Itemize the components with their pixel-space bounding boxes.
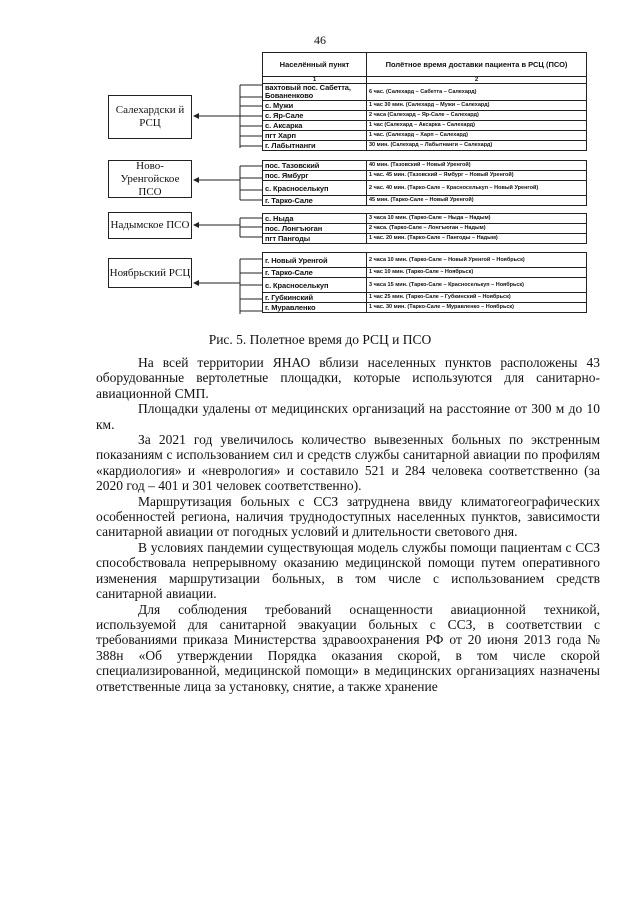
hub-salekhard-label: Салехардски й РСЦ: [115, 104, 185, 129]
noyabrsk-connector: [194, 259, 262, 314]
paragraph: На всей территории ЯНАО вблизи населенных пунктов расположены 43 оборудованные вертолетные площадки, которые используются для санитарно-авиационной СМП.: [96, 355, 600, 401]
table-row-town: с. Аксарка: [263, 121, 367, 131]
hub-novy-urengoy-label: Ново-Уренгойское ПСО: [120, 159, 180, 198]
header-num-2: 2: [367, 77, 587, 84]
figure-caption: Рис. 5. Полетное время до РСЦ и ПСО: [208, 332, 432, 347]
table-row-town: пос. Лонгъюган: [263, 224, 367, 234]
table-row-town: с. Красноселькуп: [263, 181, 367, 196]
table-row-town: г. Губкинский: [263, 293, 367, 303]
table-row-town: с. Ныда: [263, 214, 367, 224]
table-row-time: 2 часа. (Тарко-Сале – Лонгъюган – Надым): [367, 224, 587, 234]
novy-urengoy-connector: [194, 166, 262, 200]
table-novy-urengoy: [262, 160, 587, 206]
header-time: Полётное время доставки пациента в РСЦ (ПСО): [367, 53, 587, 77]
salekhard-connector: [194, 85, 262, 148]
header-num-1: 1: [263, 77, 367, 84]
table-row-town: г. Лабытнанги: [263, 141, 367, 151]
table-row-town: пгт Пангоды: [263, 234, 367, 244]
table-row-time: 40 мин. (Тазовский – Новый Уренгой): [367, 161, 587, 171]
table-noyabrsk: [262, 252, 587, 313]
table-row-town: с. Яр-Сале: [263, 111, 367, 121]
paragraph: За 2021 год увеличилось количество вывезенных больных по экстренным показаниям с использованием сил и средств службы санитарной авиации по профилям «кардиология» и «неврология» и составило 521 и 284 человека соответственно (за 2020 год – 401 и 301 человек соответственно).: [96, 432, 600, 494]
table-row-town: пос. Ямбург: [263, 171, 367, 181]
table-row-time: 1 час. (Салехард – Харп – Салехард): [367, 131, 587, 141]
table-row-time: 1 час 30 мин. (Салехард – Мужи – Салехард): [367, 101, 587, 111]
table-nadym: [262, 213, 587, 244]
table-row-time: 1 час (Салехард – Аксарка – Салехард): [367, 121, 587, 131]
paragraph: Площадки удалены от медицинских организаций на расстояние от 300 м до 10 км.: [96, 401, 600, 432]
paragraph: Для соблюдения требований оснащенности авиационной техникой, используемой для санитарной эвакуации больных с ССЗ, в соответствии с требованиями приказа Министерства здравоохранения РФ от 20 июня 2013 года № 388н «Об утверждении Порядка оказания скорой, в том числе скорой специализированной, медицинской помощи» в медицинских организациях назначены ответственные лица за установку, снятие, а также хранение: [96, 601, 600, 694]
table-row-time: 1 час 10 мин. (Тарко-Сале – Ноябрьск): [367, 268, 587, 278]
table-row-town: пгт Харп: [263, 131, 367, 141]
table-row-town: г. Муравленко: [263, 303, 367, 313]
table-row-time: 6 час. (Салехард – Сабетта – Салехард): [367, 84, 587, 101]
table-salekhard: [262, 52, 587, 151]
table-row-time: 45 мин. (Тарко-Сале – Новый Уренгой): [367, 196, 587, 206]
table-row-town: г. Тарко-Сале: [263, 268, 367, 278]
table-row-time: 30 мин. (Салехард – Лабытнанги – Салехард): [367, 141, 587, 151]
table-row-time: 2 час. 40 мин. (Тарко-Сале – Красноселькуп – Новый Уренгой): [367, 181, 587, 196]
table-row-town: г. Новый Уренгой: [263, 253, 367, 268]
table-row-town: пос. Тазовский: [263, 161, 367, 171]
paragraph: В условиях пандемии существующая модель службы помощи пациентам с ССЗ способствовала непрерывному оказанию медицинской помощи путем оперативного изменения маршрутизации больных, в том числе с использованием средств санитарной авиации.: [96, 539, 600, 602]
table-row-time: 2 часа (Салехард – Яр-Сале – Салехард): [367, 111, 587, 121]
table-row-time: 1 час. 30 мин. (Тарко-Сале – Муравленко – Ноябрьск): [367, 303, 587, 313]
paragraph: Маршрутизация больных с ССЗ затруднена ввиду климатогеографических особенностей региона, наличия труднодоступных населенных пунктов, зависимости санитарной авиации от погодных условий и длительности светового дня.: [96, 493, 600, 540]
table-row-time: 1 час. 45 мин. (Тазовский – Ямбург – Новый Уренгой): [367, 171, 587, 181]
table-row-time: 3 часа 10 мин. (Тарко-Сале – Ныда – Надым): [367, 214, 587, 224]
table-row-time: 1 час 25 мин. (Тарко-Сале – Губкинский – Ноябрьск): [367, 293, 587, 303]
table-row-town: с. Красноселькуп: [263, 278, 367, 293]
body-text: [96, 355, 600, 694]
hub-noyabrsk-label: Ноябрьский РСЦ: [109, 266, 191, 279]
page-number: 46: [314, 33, 326, 47]
table-row-time: 1 час. 20 мин. (Тарко-Сале – Пангоды – Надым): [367, 234, 587, 244]
hub-nadym-label: Надымское ПСО: [110, 219, 190, 231]
table-row-time: 3 часа 15 мин. (Тарко-Сале – Красноселькуп – Ноябрьск): [367, 278, 587, 293]
nadym-connector: [194, 218, 262, 237]
table-row-time: 2 часа 10 мин. (Тарко-Сале – Новый Уренгой – Ноябрьск): [367, 253, 587, 268]
table-row-town: вахтовый пос. Сабетта, Бованенково: [263, 84, 367, 101]
table-row-town: г. Тарко-Сале: [263, 196, 367, 206]
table-row-town: с. Мужи: [263, 101, 367, 111]
header-town: Населённый пункт: [263, 53, 367, 77]
